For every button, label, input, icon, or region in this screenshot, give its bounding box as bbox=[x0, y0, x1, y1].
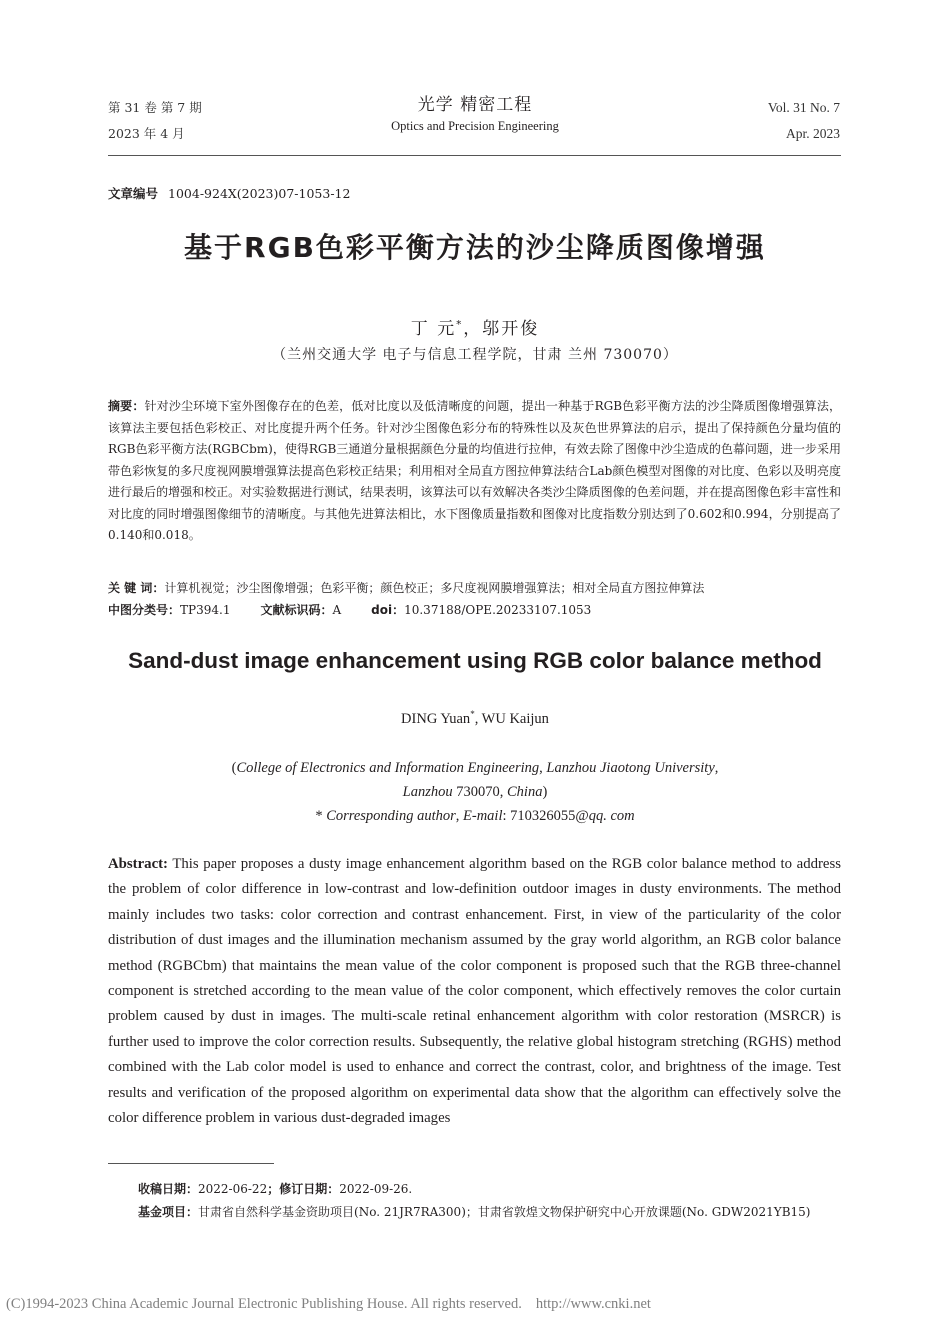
email-domain: qq. com bbox=[588, 808, 635, 824]
clc-label: 中图分类号： bbox=[108, 603, 181, 617]
doc-code-value: A bbox=[332, 603, 342, 617]
copyright-text: (C)1994-2023 China Academic Journal Electronic Publishing House. All rights reserved. bbox=[6, 1296, 522, 1312]
author-cn-2: ，邬开俊 bbox=[463, 319, 540, 339]
header-rule bbox=[108, 155, 841, 156]
abstract-cn-label: 摘要： bbox=[108, 399, 145, 413]
header-volume-issue-en: Vol. 31 No. 7 bbox=[767, 100, 840, 115]
received-date: 2022-06-22 bbox=[198, 1182, 268, 1196]
keywords-text: 计算机视觉；沙尘图像增强；色彩平衡；颜色校正；多尺度视网膜增强算法；相对全局直方图拉伸算法 bbox=[164, 581, 705, 595]
copyright-watermark bbox=[6, 1296, 946, 1313]
abstract-en-text: This paper proposes a dusty image enhancement algorithm based on the RGB color balance method to address the problem of color difference in low-contrast and low-definition outdoor images in dusty environments. The method mainly includes two tasks: color correction and contrast enhancement. First, in view of the particularity of the color distribution of dust images and the illumination mechanism assumed by the gray world algorithm, an RGB color balance method (RGBCbm) that maintains the mean value of the color component is proposed such that the RGB three-channel component is stretched according to the mean value of the color component, which effectively removes the color curtain problem caused by dust in images. The multi-scale retinal enhancement algorithm with color restoration (MSRCR) is further used to improve the color correction results. Subsequently, the relative global histogram stretching (RGHS) method combined with the Lab color model is used to enhance and correct the contrast, color, and brightness of the image. Test results and verification of the proposed algorithm on experimental data show that the algorithm can effectively solve the color difference problem in various dust-degraded images bbox=[108, 856, 841, 1127]
classification-line bbox=[108, 600, 848, 620]
revised-date: 2022-09-26. bbox=[339, 1182, 413, 1196]
affiliation-en-line1: (College of Electronics and Information Engineering, Lanzhou Jiaotong University, bbox=[231, 760, 719, 776]
header-issue-info-en bbox=[768, 95, 840, 147]
journal-name-en: Optics and Precision Engineering bbox=[391, 119, 559, 133]
author-en-2: , WU Kaijun bbox=[474, 710, 549, 727]
title-en: Sand-dust image enhancement using RGB color balance method bbox=[128, 648, 822, 673]
article-number-value: 1004-924X(2023)07-1053-12 bbox=[168, 186, 351, 201]
doi-value: 10.37188/OPE.20233107.1053 bbox=[404, 603, 592, 617]
journal-name-cn: 光学 精密工程 bbox=[417, 95, 533, 115]
email-label: E-mail bbox=[463, 808, 503, 824]
received-label: 收稿日期： bbox=[138, 1182, 199, 1196]
revised-label: ；修订日期： bbox=[267, 1182, 340, 1196]
keywords-cn bbox=[108, 578, 848, 598]
affiliation-en-line2: Lanzhou 730070, China) bbox=[402, 784, 548, 800]
keywords-label: 关 键 词： bbox=[108, 581, 165, 595]
affil-university: Lanzhou Jiaotong University bbox=[546, 760, 715, 776]
footnote-dates bbox=[138, 1179, 841, 1199]
author-cn-1: 丁 元 bbox=[410, 319, 457, 339]
affil-country: China bbox=[507, 784, 543, 800]
affil-city: Lanzhou bbox=[402, 784, 453, 800]
clc-value: TP394.1 bbox=[180, 603, 231, 617]
article-number-label: 文章编号 bbox=[108, 186, 159, 201]
abstract-en-label: Abstract: bbox=[108, 856, 168, 872]
article-number bbox=[108, 184, 350, 202]
corresponding-mark-en: * bbox=[470, 709, 475, 719]
corresponding-label: Corresponding author bbox=[326, 808, 456, 824]
fund-text: 甘肃省自然科学基金资助项目(No. 21JR7RA300)；甘肃省敦煌文物保护研究中心开放课题(No. GDW2021YB15) bbox=[198, 1205, 811, 1219]
abstract-en bbox=[108, 852, 841, 1131]
copyright-url: http://www.cnki.net bbox=[535, 1296, 651, 1312]
doi-label: doi： bbox=[371, 603, 405, 617]
author-en-1: DING Yuan bbox=[401, 710, 471, 727]
abstract-cn-text: 针对沙尘环境下室外图像存在的色差，低对比度以及低清晰度的问题，提出一种基于RGB色彩平衡方法的沙尘降质图像增强算法，该算法主要包括色彩校正、对比度提升两个任务。针对沙尘图像色彩分布的特殊性以及灰色世界算法的启示，提出了保持颜色分量均值的RGB色彩平衡方法(RGBCbm)，使得RGB三通道分量根据颜色分量的均值进行拉伸，有效去除了图像中沙尘造成的色幕问题，进一步采用带色彩恢复的多尺度视网膜增强算法提高色彩校正结果；利用相对全局直方图拉伸算法结合Lab颜色模型对图像的对比度、色彩以及明亮度进行最后的增强和校正。对实验数据进行测试，结果表明，该算法可以有效解决各类沙尘降质图像的色差问题，并在提高图像色彩丰富性和对比度的同时增强图像细节的清晰度。与其他先进算法相比，水下图像质量指数和图像对比度指数分别达到了0.602和0.994，分别提高了0.140和0.018。 bbox=[108, 399, 841, 542]
header-date-en: Apr. 2023 bbox=[786, 126, 840, 141]
header-volume-issue: 第 31 卷 第 7 期 bbox=[108, 100, 202, 115]
abstract-cn bbox=[108, 396, 841, 547]
affiliation-en bbox=[150, 756, 800, 828]
header-journal bbox=[300, 93, 650, 135]
fund-label: 基金项目： bbox=[138, 1205, 199, 1219]
affil-college: College of Electronics and Information Engineering bbox=[236, 760, 540, 776]
footnote-fund bbox=[138, 1202, 841, 1222]
corresponding-mark-cn: * bbox=[456, 319, 464, 331]
authors-en bbox=[0, 709, 950, 728]
header-date: 2023 年 4 月 bbox=[108, 126, 185, 141]
authors-cn bbox=[0, 314, 950, 339]
header-issue-info bbox=[108, 95, 202, 147]
footnote-rule bbox=[108, 1163, 274, 1164]
doc-code-label: 文献标识码： bbox=[260, 603, 333, 617]
corresponding-author-line: * Corresponding author, E-mail: 710326055@qq. com bbox=[315, 808, 635, 824]
email-user: 710326055@ bbox=[510, 808, 589, 824]
affiliation-cn: （兰州交通大学 电子与信息工程学院，甘肃 兰州 730070） bbox=[272, 347, 678, 363]
title-cn: 基于RGB色彩平衡方法的沙尘降质图像增强 bbox=[184, 231, 766, 264]
